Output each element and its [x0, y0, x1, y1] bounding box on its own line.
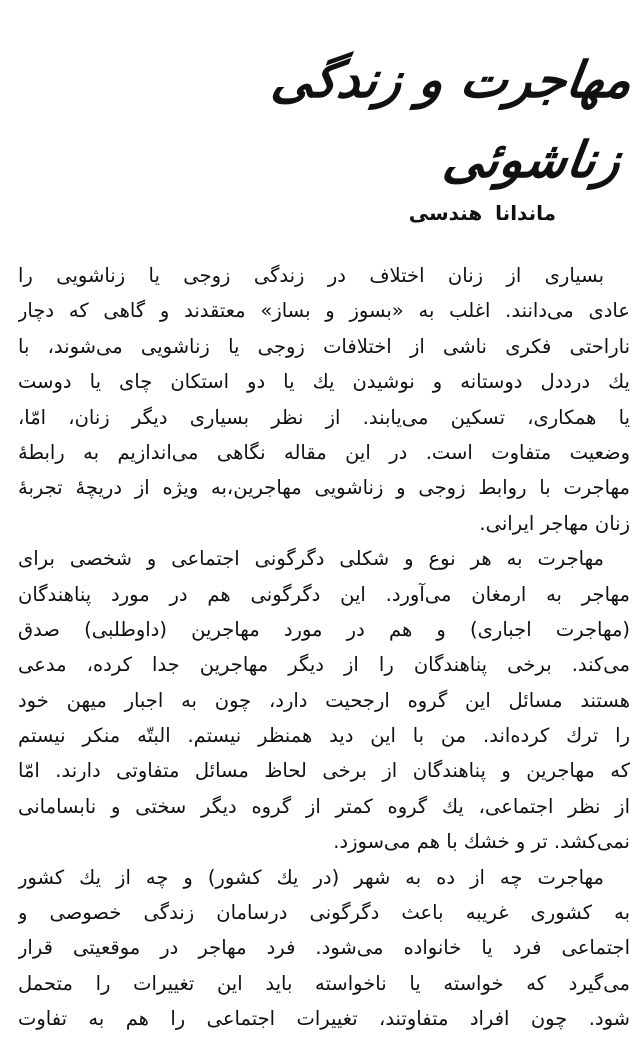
text-line: (مهاجرت اجباری) و هم در مورد مهاجرین (داوطلبی) صدق — [18, 617, 630, 641]
article-body — [18, 258, 630, 1037]
text-line: یا همكاری، تسكین می‌یابند. از نظر بسیاری دیگر زنان، امّا، — [18, 405, 630, 429]
text-line: را ترك كرده‌اند. من با این دید همنظر نیستم. البتّه منكر نیستم — [18, 724, 630, 748]
text-line: شود. چون افراد متفاوتند، تغییرات اجتماعی را هم به تفاوت — [18, 1007, 630, 1031]
text-line: ناراحتی فکری ناشی از اختلافات زوجی یا زناشویی می‌شوند، با — [18, 334, 630, 358]
text-line: هستند مسائل این گروه ارجحیت دارد، چون به اجبار میهن خود — [18, 688, 630, 712]
article-title: مهاجرت و زندگی زناشوئی — [268, 50, 636, 189]
text-line: مهاجرت چه از ده به شهر (در یك كشور) و چه از یك كشور — [18, 865, 604, 889]
text-line: می‌كند. برخی پناهندگان را از دیگر مهاجرین جدا كرده، مدعی — [18, 653, 630, 677]
text-line: كه مهاجرین و پناهندگان از برخی لحاظ مسائل متفاوتی دارند. امّا — [18, 759, 630, 783]
text-line: مهاجرت به هر نوع و شكلی دگرگونی اجتماعی و شخصی برای — [18, 547, 604, 571]
text-line: به كشوری غریبه باعث دگرگونی درسامان زندگی خصوصی و — [18, 901, 630, 925]
author-name: ماندانا هندسی — [408, 201, 556, 225]
text-line: وضعیت متفاوت است. در این مقاله نگاهی می‌اندازیم به رابطهٔ — [18, 440, 630, 464]
text-line: اجتماعی فرد یا خانواده می‌شود. فرد مهاجر در موقعیتی قرار — [18, 936, 630, 960]
text-line: مهاجرت با روابط زوجی و زناشویی مهاجرین،به ویژه از دریچهٔ تجربهٔ — [18, 476, 630, 500]
text-line: بسیاری از زنان اختلاف در زندگی زوجی یا زناشویی را — [18, 264, 604, 287]
text-line: زنان مهاجر ایرانی. — [479, 511, 630, 535]
text-line: می‌گیرد كه خواسته یا ناخواسته باید این تغییرات را متحمل — [18, 971, 630, 995]
text-line: عادی می‌دانند. اغلب به «بسوز و بساز» معتقدند و گاهی که دچار — [18, 299, 630, 323]
text-line: از نظر اجتماعی، یك گروه كمتر از گروه دیگر سختی و نابسامانی — [18, 794, 630, 818]
text-line: مهاجر به ارمغان می‌آورد. این دگرگونی هم در مورد پناهندگان — [18, 582, 630, 606]
text-line: نمی‌كشد. تر و خشك با هم می‌سوزد. — [333, 830, 630, 854]
text-line: یك درددل دوستانه و نوشیدن یك یا دو استكان چای یا دوست — [18, 370, 630, 394]
